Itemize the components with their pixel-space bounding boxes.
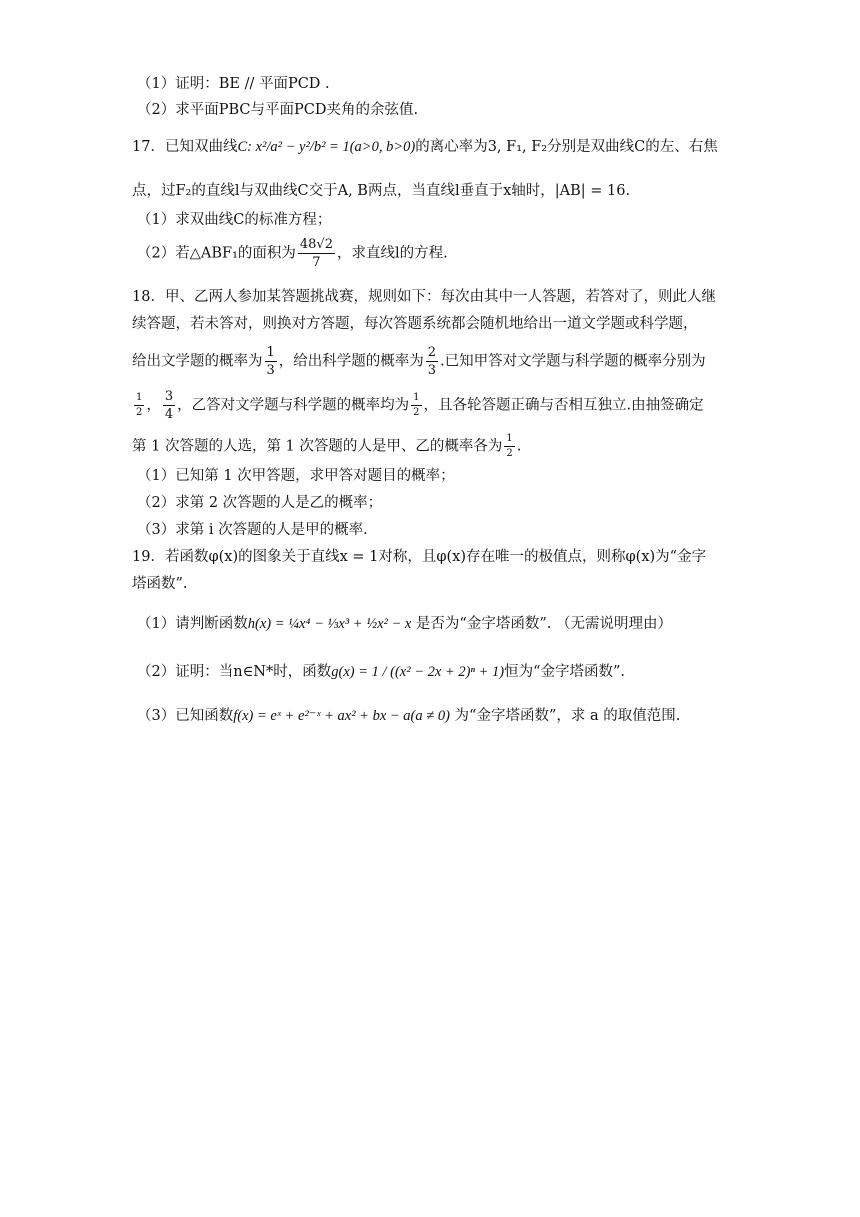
problem-17-stem-suffix: 的离心率为3, F₁, F₂分别是双曲线C的左、右焦 <box>415 139 718 155</box>
problem-16-part-2: （2）求平面PBC与平面PCD夹角的余弦值. <box>137 102 419 118</box>
hyperbola-equation: C: x²/a² − y²/b² = 1(a>0, b>0) <box>237 139 416 155</box>
problem-17-stem-line-1 <box>132 137 718 157</box>
function-g-equation: g(x) = 1 / ((x² − 2x + 2)ⁿ + 1) <box>331 664 505 680</box>
problem-17-stem-prefix: 17．已知双曲线 <box>132 139 238 155</box>
problem-19-part-3-prefix: （3）已知函数 <box>137 708 234 724</box>
area-numerator: 48√2 <box>299 237 333 252</box>
problem-18-part-2: （2）求第 2 次答题的人是乙的概率； <box>137 495 383 511</box>
function-h-equation: h(x) = ¼x⁴ − ⅓x³ + ½x² − x <box>247 616 412 632</box>
problem-18-line-3-b: ，给出科学题的概率为 <box>278 353 424 370</box>
problem-18-line-3-a: 给出文学题的概率为 <box>132 353 263 370</box>
problem-19-line-1: 19．若函数φ(x)的图象关于直线x = 1对称，且φ(x)存在唯一的极值点，则称φ(x)为“金字 <box>132 549 707 565</box>
fraction-one-half-c: $\frac{1}{2}$ <box>506 433 513 459</box>
problem-18-line-3-c: .已知甲答对文学题与科学题的概率分别为 <box>440 353 706 370</box>
fraction-two-thirds: $\frac{2}{3}$ <box>427 345 437 378</box>
problem-16-part-1: （1）证明：BE // 平面PCD . <box>137 76 330 92</box>
problem-17-part-1: （1）求双曲线C的标准方程； <box>137 212 332 228</box>
function-f-equation: f(x) = eˣ + e²⁻ˣ + ax² + bx − a(a ≠ 0) <box>233 708 450 724</box>
problem-18-line-5-a: 第 1 次答题的人选，第 1 次答题的人是甲、乙的概率各为 <box>132 438 503 455</box>
problem-17-part-2-prefix: （2）若△ABF₁的面积为 <box>137 245 296 262</box>
fraction-one-half-b: $\frac{1}{2}$ <box>413 392 420 418</box>
problem-19-line-2: 塔函数”. <box>132 576 188 592</box>
problem-17-stem-line-2: 点，过F₂的直线l与双曲线C交于A, B两点，当直线l垂直于x轴时，|AB| = 16. <box>132 183 631 199</box>
problem-18-line-4-c: ，且各轮答题正确与否相互独立.由抽签确定 <box>423 397 704 414</box>
problem-18-line-5: 第 1 次答题的人选，第 1 次答题的人是甲、乙的概率各为 $\frac{1}{2}$ . <box>132 433 522 459</box>
area-denominator: 7 <box>312 255 321 270</box>
problem-19-part-1 <box>137 614 672 634</box>
problem-17-part-2-suffix: ，求直线l的方程. <box>337 245 448 262</box>
problem-18-line-4: $\frac{1}{2}$ ， $\frac{3}{4}$ ，乙答对文学题与科学题的概率均为 $\frac{1}{2}$ ，且各轮答题正确与否相互独立.由抽签确定 <box>136 389 704 422</box>
problem-19-part-1-prefix: （1）请判断函数 <box>137 616 248 632</box>
problem-19-part-3 <box>137 706 680 726</box>
fraction-one-half: $\frac{1}{2}$ <box>136 392 143 418</box>
problem-18-line-2: 续答题，若未答对，则换对方答题，每次答题系统都会随机地给出一道文学题或科学题， <box>132 316 698 332</box>
problem-19-part-1-suffix: 是否为“金字塔函数”. （无需说明理由） <box>411 616 672 632</box>
problem-19-part-2 <box>137 662 625 682</box>
area-fraction <box>298 238 335 269</box>
fraction-one-third: $\frac{1}{3}$ <box>266 345 275 378</box>
fraction-three-quarters: $\frac{3}{4}$ <box>164 389 174 422</box>
problem-18-line-1: 18．甲、乙两人参加某答题挑战赛，规则如下：每次由其中一人答题，若答对了，则此人继 <box>132 289 716 305</box>
problem-19-part-3-suffix: 为“金字塔函数”，求 a 的取值范围. <box>449 708 681 724</box>
problem-19-part-2-prefix: （2）证明：当n∈N*时，函数 <box>137 664 332 680</box>
problem-19-part-2-suffix: 恒为“金字塔函数”. <box>504 664 626 680</box>
problem-17-part-2 <box>137 238 448 269</box>
problem-18-line-4-b: ，乙答对文学题与科学题的概率均为 <box>177 397 410 414</box>
problem-18-line-3 <box>132 346 706 377</box>
problem-18-part-3: （3）求第 i 次答题的人是甲的概率. <box>137 522 368 538</box>
problem-18-part-1: （1）已知第 1 次甲答题，求甲答对题目的概率； <box>137 468 455 484</box>
